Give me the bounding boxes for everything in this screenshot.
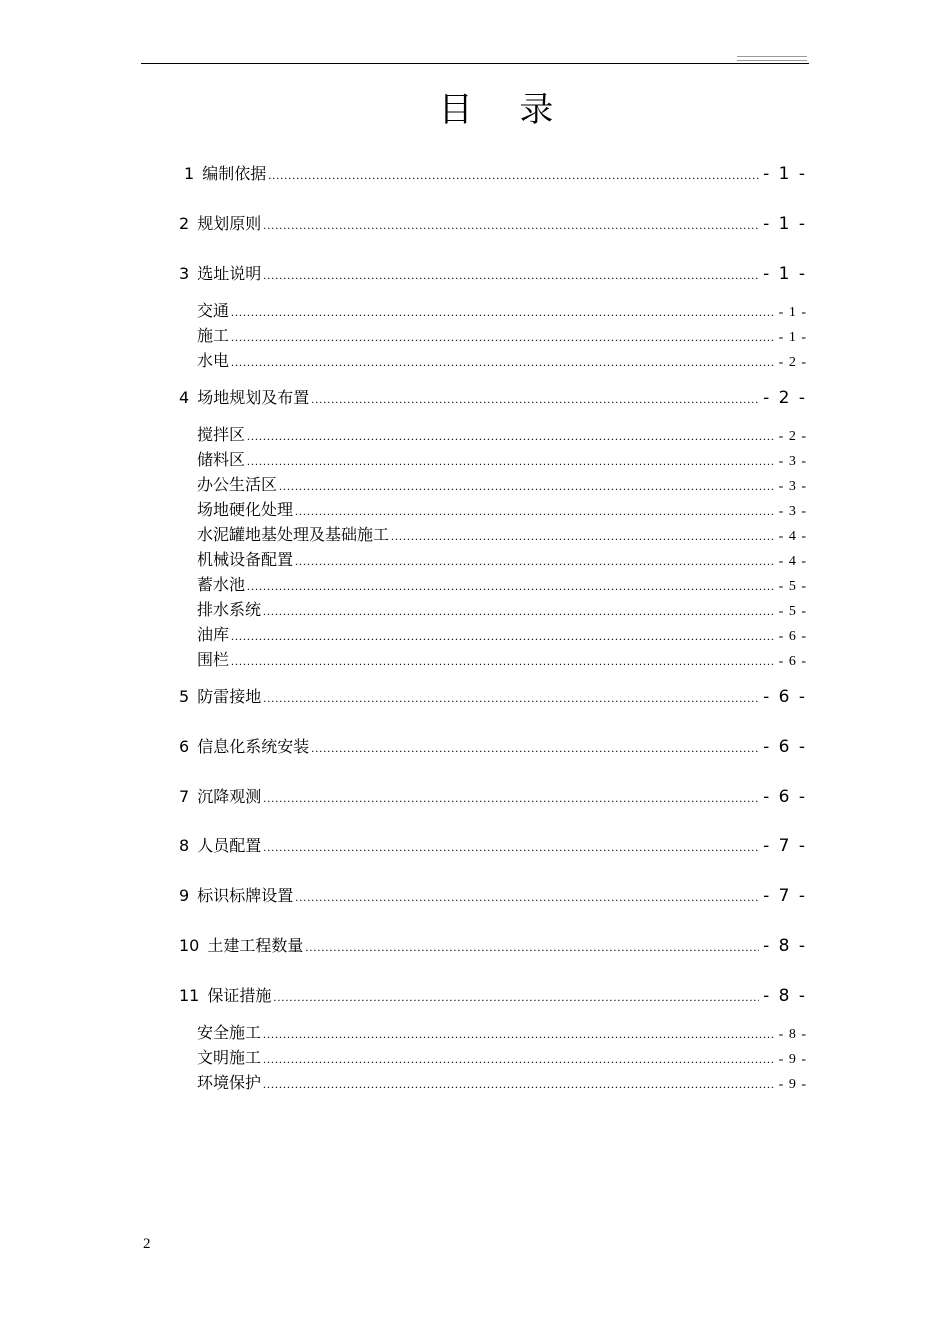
toc-entry-page: - 2 - [778,429,807,444]
dot-leader [295,886,759,908]
dot-leader [247,575,775,597]
dot-leader [263,214,759,236]
toc-entry-title: 文明施工 [197,1048,262,1067]
dot-leader [273,986,759,1008]
toc-entry[interactable] [179,835,807,858]
toc-entry-title: 安全施工 [197,1023,262,1042]
toc-subentry[interactable] [197,449,807,473]
toc-entry[interactable] [179,885,807,908]
toc-entry-title: 搅拌区 [197,425,246,444]
toc-entry-page: - 1 - [763,264,807,284]
toc-entry-title: 环境保护 [197,1073,262,1092]
toc-entry-title: 油库 [197,625,230,644]
toc-entry-title: 沉降观测 [197,787,262,806]
toc-entry-title: 围栏 [197,650,230,669]
dot-leader [279,475,775,497]
dot-leader [268,164,759,186]
toc-entry-title: 施工 [197,326,230,345]
toc-subentry[interactable] [197,350,807,374]
dot-leader [263,1023,775,1045]
toc-entry-page: - 8 - [763,936,807,956]
toc-subentry[interactable] [197,524,807,548]
dot-leader [311,737,759,759]
toc-subentry[interactable] [197,599,807,623]
header-mark [737,56,807,61]
toc-entry-page: - 5 - [778,579,807,594]
toc-entry-page: - 6 - [763,737,807,757]
dot-leader [263,1073,775,1095]
toc-entry-page: - 2 - [763,388,807,408]
toc-entry-number: 11 [179,986,200,1005]
dot-leader [263,264,759,286]
dot-leader [231,351,775,373]
dot-leader [231,326,775,348]
toc-entry-title: 场地规划及布置 [197,388,310,407]
dot-leader [231,301,775,323]
toc-entry-title: 机械设备配置 [197,550,294,569]
toc-entry[interactable] [179,736,807,759]
toc-subentry[interactable] [197,649,807,673]
toc-entry-title: 土建工程数量 [207,936,304,955]
toc-entry[interactable] [179,935,807,958]
dot-leader [263,1048,775,1070]
toc-entry-page: - 9 - [778,1052,807,1067]
toc-entry-title: 场地硬化处理 [197,500,294,519]
toc-entry[interactable] [179,163,807,186]
dot-leader [263,687,759,709]
dot-leader [295,500,775,522]
toc-entry-title: 信息化系统安装 [197,737,310,756]
toc-entry-number: 7 [179,787,190,806]
dot-leader [295,550,775,572]
toc-entry-title: 编制依据 [202,164,267,183]
toc-entry-page: - 1 - [778,305,807,320]
toc-entry-title: 人员配置 [197,836,262,855]
toc-entry-page: - 1 - [763,214,807,234]
toc-entry-page: - 4 - [778,554,807,569]
dot-leader [231,625,775,647]
toc-entry-title: 蓄水池 [197,575,246,594]
toc-entry-title: 排水系统 [197,600,262,619]
toc-entry-number: 9 [179,886,190,905]
toc-entry[interactable] [179,387,807,410]
toc-entry-number: 3 [179,264,190,283]
toc-entry-page: - 1 - [778,330,807,345]
toc-entry-page: - 7 - [763,886,807,906]
toc-entry-title: 水电 [197,351,230,370]
dot-leader [247,450,775,472]
toc-entry-page: - 6 - [778,654,807,669]
toc-title: 目 录 [438,90,572,130]
toc-entry-page: - 1 - [763,164,807,184]
toc-subentry[interactable] [197,499,807,523]
toc-subentry[interactable] [197,1047,807,1071]
toc-entry-page: - 6 - [778,629,807,644]
toc-entry-page: - 2 - [778,355,807,370]
toc-entry-page: - 8 - [778,1027,807,1042]
toc-entry[interactable] [179,686,807,709]
toc-entry-title: 水泥罐地基处理及基础施工 [197,525,390,544]
toc-entry[interactable] [179,786,807,809]
toc-entry-page: - 7 - [763,836,807,856]
toc-subentry[interactable] [197,1072,807,1096]
toc-entry-title: 标识标牌设置 [197,886,294,905]
toc-entry-page: - 5 - [778,604,807,619]
toc-entry-page: - 6 - [763,687,807,707]
dot-leader [311,388,759,410]
toc-subentry[interactable] [197,424,807,448]
dot-leader [263,600,775,622]
toc-subentry[interactable] [197,325,807,349]
toc-entry-number: 4 [179,388,190,407]
toc-entry-title: 储料区 [197,450,246,469]
toc-subentry[interactable] [197,1022,807,1046]
toc-entry-number: 1 [184,164,195,183]
dot-leader [247,425,775,447]
toc-entry-title: 规划原则 [197,214,262,233]
dot-leader [263,787,759,809]
toc-entry-number: 10 [179,936,200,955]
toc-subentry[interactable] [197,300,807,324]
toc-entry-page: - 4 - [778,529,807,544]
toc-entry-number: 5 [179,687,190,706]
toc-entry-title: 办公生活区 [197,475,278,494]
toc-entry-title: 选址说明 [197,264,262,283]
toc-entry-page: - 3 - [778,479,807,494]
header-rule [141,63,809,64]
toc-entry-title: 保证措施 [207,986,272,1005]
page-number: 2 [143,1236,151,1252]
toc-entry-number: 6 [179,737,190,756]
toc-subentry[interactable] [197,624,807,648]
dot-leader [263,836,759,858]
toc-entry[interactable] [179,263,807,286]
dot-leader [305,936,759,958]
toc-subentry[interactable] [197,549,807,573]
toc-entry-title: 防雷接地 [197,687,262,706]
toc-entry-number: 2 [179,214,190,233]
toc-entry-number: 8 [179,836,190,855]
dot-leader [231,650,775,672]
toc-entry-page: - 3 - [778,504,807,519]
toc-subentry[interactable] [197,574,807,598]
toc-entry-title: 交通 [197,301,230,320]
toc-entry-page: - 3 - [778,454,807,469]
toc-entry[interactable] [179,213,807,236]
toc-entry-page: - 6 - [763,787,807,807]
toc-entry[interactable] [179,985,807,1008]
toc-subentry[interactable] [197,474,807,498]
dot-leader [391,525,775,547]
toc-entry-page: - 8 - [763,986,807,1006]
toc-entry-page: - 9 - [778,1077,807,1092]
